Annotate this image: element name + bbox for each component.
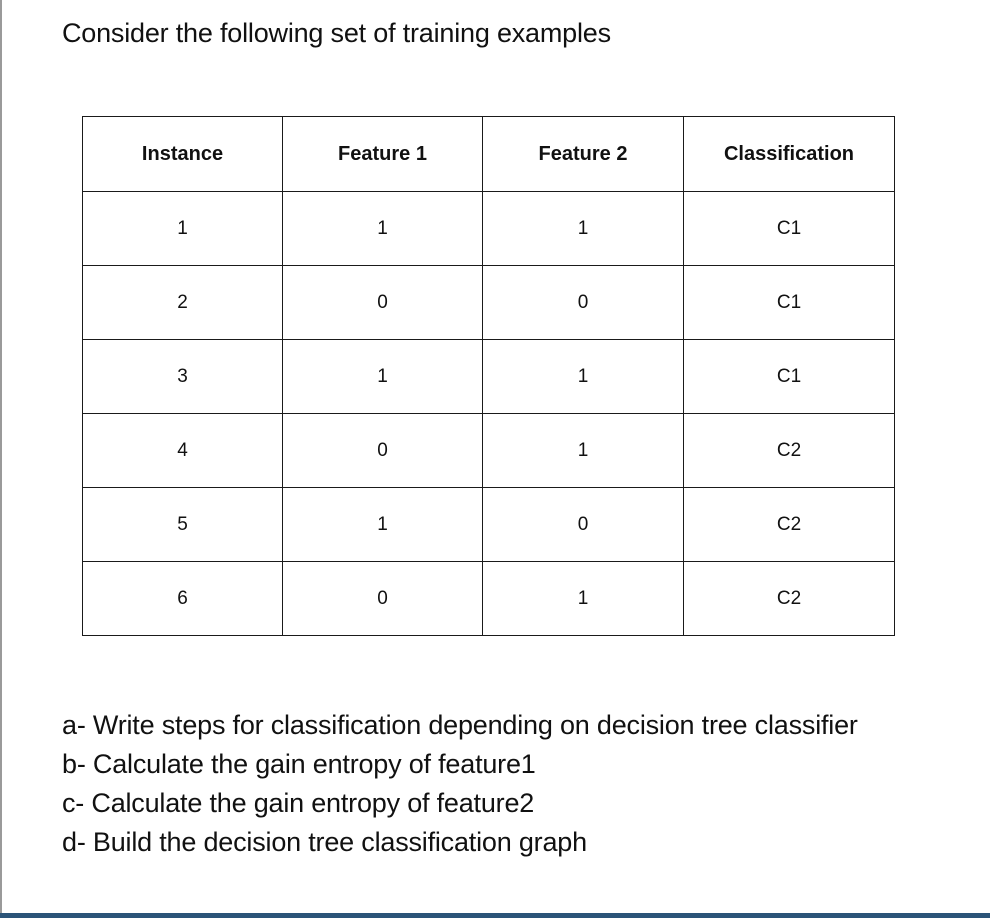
cell-feature-2: 1 bbox=[483, 340, 684, 414]
bottom-accent-bar bbox=[0, 913, 990, 918]
table-row bbox=[83, 340, 895, 414]
table-row bbox=[83, 488, 895, 562]
page-left-border bbox=[0, 0, 2, 918]
table-row bbox=[83, 192, 895, 266]
question-a: a- Write steps for classification depending on decision tree classifier bbox=[62, 710, 858, 740]
cell-feature-2: 0 bbox=[483, 266, 684, 340]
cell-classification: C1 bbox=[684, 340, 895, 414]
cell-instance: 4 bbox=[83, 414, 283, 488]
cell-instance: 3 bbox=[83, 340, 283, 414]
header-instance: Instance bbox=[83, 117, 283, 192]
question-c: c- Calculate the gain entropy of feature2 bbox=[62, 788, 535, 818]
question-d: d- Build the decision tree classification graph bbox=[62, 827, 587, 857]
cell-feature-1: 0 bbox=[283, 414, 483, 488]
question-list bbox=[62, 706, 858, 862]
header-classification: Classification bbox=[684, 117, 895, 192]
cell-feature-2: 1 bbox=[483, 414, 684, 488]
header-feature-2: Feature 2 bbox=[483, 117, 684, 192]
cell-feature-2: 1 bbox=[483, 192, 684, 266]
cell-feature-1: 1 bbox=[283, 192, 483, 266]
cell-classification: C1 bbox=[684, 192, 895, 266]
cell-feature-2: 0 bbox=[483, 488, 684, 562]
table-row bbox=[83, 266, 895, 340]
cell-classification: C2 bbox=[684, 488, 895, 562]
header-feature-1: Feature 1 bbox=[283, 117, 483, 192]
cell-instance: 6 bbox=[83, 562, 283, 636]
cell-classification: C2 bbox=[684, 414, 895, 488]
cell-feature-1: 0 bbox=[283, 562, 483, 636]
cell-feature-1: 1 bbox=[283, 340, 483, 414]
table-row bbox=[83, 562, 895, 636]
cell-instance: 5 bbox=[83, 488, 283, 562]
intro-text: Consider the following set of training examples bbox=[62, 18, 611, 48]
cell-feature-1: 0 bbox=[283, 266, 483, 340]
table-header-row bbox=[83, 117, 895, 192]
cell-feature-2: 1 bbox=[483, 562, 684, 636]
cell-instance: 2 bbox=[83, 266, 283, 340]
cell-classification: C2 bbox=[684, 562, 895, 636]
table-row bbox=[83, 414, 895, 488]
training-examples-table bbox=[82, 116, 895, 636]
cell-instance: 1 bbox=[83, 192, 283, 266]
question-b: b- Calculate the gain entropy of feature1 bbox=[62, 749, 536, 779]
cell-feature-1: 1 bbox=[283, 488, 483, 562]
cell-classification: C1 bbox=[684, 266, 895, 340]
